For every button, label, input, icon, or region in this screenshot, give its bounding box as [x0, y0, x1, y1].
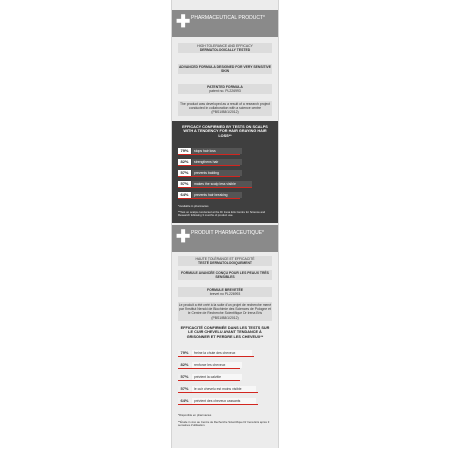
red-underline	[178, 380, 240, 381]
efficacy-panel-en	[172, 121, 278, 223]
patented-text: PATENTED FORMULA	[207, 85, 243, 89]
claim-row	[178, 170, 272, 176]
claim-percent: 82%	[178, 362, 191, 368]
claim-row	[178, 192, 272, 198]
red-underline	[178, 404, 258, 405]
developed-text: Le produit a été créé à la suite d'un projet de recherche mené par l'Institut Nencki de Biochimie des Sciences de Pologne et le Centre de Recherche Scientifique Dr Irena Eris (PBS1/B8/1/2012)	[178, 303, 272, 320]
claim-row	[178, 350, 272, 356]
developed-box-en	[178, 101, 272, 116]
claim-text: strengthens hair	[192, 159, 242, 165]
red-underline	[178, 198, 240, 199]
section-title-fr: PRODUIT PHARMACEUTIQUE*	[191, 230, 264, 236]
claim-text: prevents hair breaking	[192, 192, 242, 198]
claim-text: freine la chute des cheveux	[192, 350, 252, 356]
efficacy-title-en: EFFICACY CONFIRMED BY TESTS ON SCALPS WITH A TENDENCY FOR HAIR GRAYING HAIR LOSS**	[182, 125, 268, 138]
claim-text: le cuir chevelu est moins visible	[192, 386, 256, 392]
patent-box-fr	[178, 287, 272, 297]
developed-box-fr	[178, 302, 272, 321]
claim-row	[178, 398, 272, 404]
footnote-2-fr: **Étude in vivo au Centre de Recherche Scientifique Dr Irena Eris après 3 semaines d'utilisation.	[178, 420, 270, 428]
claim-text: makes the scalp less visible	[192, 181, 252, 187]
claim-row	[178, 386, 272, 392]
claim-percent: 64%	[178, 398, 191, 404]
footnote-1-en: *Available in pharmacies	[178, 204, 209, 208]
derm-tested-text: TESTÉ DERMATOLOGIQUEMENT	[198, 261, 252, 266]
claim-percent: 57%	[178, 386, 191, 392]
claim-text: prevents balding	[192, 170, 242, 176]
patent-number: brevet no PL226993	[209, 292, 241, 297]
claim-text: prévient la calvitie	[192, 374, 242, 380]
claim-text: prévient des cheveux cassants	[192, 398, 256, 404]
red-underline	[178, 176, 240, 177]
claim-text: stops hair loss	[192, 148, 242, 154]
claim-percent: 57%	[178, 170, 191, 176]
red-underline	[178, 165, 240, 166]
footnote-2-en: **Test on scalps conducted at the Dr Irena Eris Centre for Science and Research following 3 months of product use.	[178, 210, 266, 218]
patent-number: patent no. PL226993	[209, 89, 241, 94]
advanced-box-fr	[178, 270, 272, 280]
patented-text: FORMULE BREVETÉE	[207, 288, 243, 292]
claim-percent: 57%	[178, 181, 191, 187]
tolerance-box-fr	[178, 256, 272, 266]
high-tolerance-text: HAUTE TOLÉRANCE ET EFFICACITÉ	[195, 257, 255, 261]
section-header-fr	[172, 225, 278, 252]
product-label-strip	[171, 0, 279, 448]
claim-row	[178, 362, 272, 368]
efficacy-title-fr: EFFICACITÉ CONFIRMÉE DANS LES TESTS SUR LE CUIR CHEVELU AYANT TENDANCE À GRISONNER ET PERDRE LES CHEVEUX**	[180, 326, 270, 339]
claim-percent: 79%	[178, 350, 191, 356]
footnote-1-fr: *Disponible en pharmacies	[178, 413, 212, 417]
red-underline	[178, 368, 240, 369]
claim-text: renforce les cheveux	[192, 362, 242, 368]
high-tolerance-text: HIGH TOLERANCE AND EFFICACY	[197, 44, 253, 48]
claim-row	[178, 374, 272, 380]
claim-percent: 64%	[178, 192, 191, 198]
red-underline	[178, 154, 240, 155]
plus-icon: ✚	[176, 227, 191, 246]
developed-text: The product was developed as a result of a research project conducted in collaboration with a science centre (PBS1/B8/1/2012)	[179, 102, 271, 115]
tolerance-box-en	[178, 43, 272, 53]
section-title-en: PHARMACEUTICAL PRODUCT*	[191, 15, 265, 21]
claim-percent: 79%	[178, 148, 191, 154]
claim-row	[178, 159, 272, 165]
derm-tested-text: DERMATOLOGICALLY TESTED	[199, 48, 251, 53]
claim-row	[178, 148, 272, 154]
claim-percent: 82%	[178, 159, 191, 165]
claim-percent: 57%	[178, 374, 191, 380]
advanced-text: FORMULE AVANCÉE CONÇU POUR LES PEAUX TRÈS SENSIBLES	[181, 271, 269, 280]
red-underline	[178, 187, 252, 188]
advanced-text: ADVANCED FORMULA DESIGNED FOR VERY SENSITIVE SKIN	[178, 65, 272, 74]
claim-row	[178, 181, 272, 187]
advanced-box-en	[178, 64, 272, 74]
section-header-en	[172, 10, 278, 37]
red-underline	[178, 356, 254, 357]
plus-icon: ✚	[176, 12, 191, 31]
patent-box-en	[178, 84, 272, 94]
red-underline	[178, 392, 258, 393]
